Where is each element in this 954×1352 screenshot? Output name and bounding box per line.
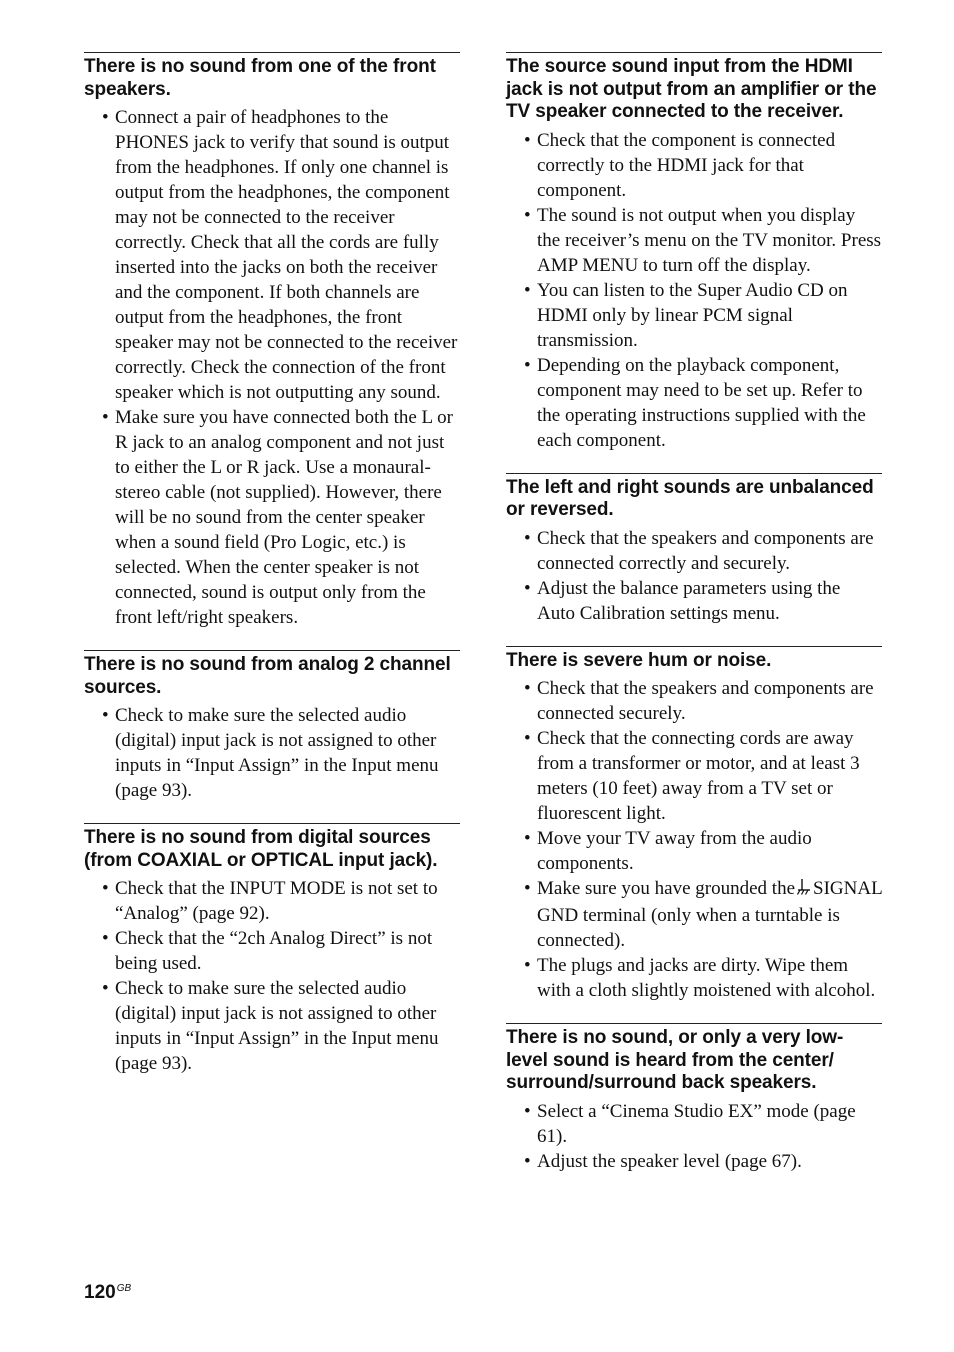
list-item: • Depending on the playback component, component may need to be set up. Refer to the operating instructions supplied with the each component. xyxy=(524,354,866,451)
bullet-list xyxy=(506,128,882,453)
bullet-icon: • xyxy=(524,527,531,549)
list-item: • Check to make sure the selected audio (digital) input jack is not assigned to other inputs in “Input Assign” in the Input menu (page 93). xyxy=(102,978,439,1074)
section-unbalanced xyxy=(506,473,882,626)
bullet-icon: • xyxy=(524,828,531,849)
page-suffix: GB xyxy=(116,1283,132,1294)
list-item: • Check that the speakers and components are connected correctly and securely. xyxy=(524,527,874,574)
list-item: • Check that the speakers and components are connected securely. xyxy=(524,678,874,724)
list-item: • Adjust the speaker level (page 67). xyxy=(524,1150,802,1172)
bullet-list xyxy=(84,876,460,1076)
bullet-icon: • xyxy=(524,955,531,976)
list-item: • Check to make sure the selected audio (digital) input jack is not assigned to other inputs in “Input Assign” in the Input menu (page 93). xyxy=(102,705,439,801)
page-number: $120^{GB}$ xyxy=(84,1282,132,1303)
bullet-icon: • xyxy=(524,1100,531,1122)
section-heading: There is no sound from analog 2 channel sources. xyxy=(84,654,451,698)
bullet-icon: • xyxy=(524,279,531,301)
bullet-icon: • xyxy=(524,204,531,226)
left-column xyxy=(84,52,460,1096)
bullet-icon: • xyxy=(524,728,531,749)
list-item: • The sound is not output when you display the receiver’s menu on the TV monitor. Press AMP MENU to turn off the display. xyxy=(524,204,882,276)
right-column xyxy=(506,52,882,1194)
bullet-icon: • xyxy=(524,678,531,699)
list-item: • Select a “Cinema Studio EX” mode (page 61). xyxy=(524,1100,856,1147)
list-item: • Check that the “2ch Analog Direct” is not being used. xyxy=(102,928,433,974)
ground-icon xyxy=(797,878,811,903)
section-heading: There is no sound from one of the front speakers. xyxy=(84,56,436,100)
list-item: • Adjust the balance parameters using the Auto Calibration settings menu. xyxy=(524,577,841,624)
section-no-sound-digital xyxy=(84,823,460,1076)
bullet-list xyxy=(84,703,460,803)
list-item: • Connect a pair of headphones to the PHONES jack to verify that sound is output from the headphones. If only one channel is output from the headphones, the component may not be connected to the receiver correctly. Check that all the cords are fully inserted into the jacks on both the receiver and the component. If both channels are output from the headphones, the front speaker may not be connected to the receiver correctly. Check the connection of the front speaker which is not outputting any sound. xyxy=(102,107,458,403)
bullet-icon: • xyxy=(102,705,109,726)
section-no-sound-analog xyxy=(84,650,460,803)
list-item: • Move your TV away from the audio components. xyxy=(524,828,812,874)
bullet-list xyxy=(506,676,882,1003)
bullet-icon: • xyxy=(102,407,109,428)
bullet-icon: • xyxy=(524,354,531,376)
list-item: • Check that the INPUT MODE is not set to “Analog” (page 92). xyxy=(102,878,438,924)
section-heading: There is no sound, or only a very low-level sound is heard from the center/ surround/surround back speakers. xyxy=(506,1027,844,1093)
section-no-sound-front-speaker xyxy=(84,52,460,630)
bullet-icon: • xyxy=(102,107,109,128)
section-heading: The source sound input from the HDMI jack is not output from an amplifier or the TV speaker connected to the receiver. xyxy=(506,56,877,122)
list-item: • You can listen to the Super Audio CD on HDMI only by linear PCM signal transmission. xyxy=(524,279,848,351)
bullet-icon: • xyxy=(102,978,109,999)
bullet-icon: • xyxy=(102,878,109,899)
list-item: • The plugs and jacks are dirty. Wipe them with a cloth slightly moistened with alcohol. xyxy=(524,955,876,1001)
bullet-list xyxy=(84,105,460,630)
bullet-icon: • xyxy=(524,129,531,151)
bullet-icon: • xyxy=(102,928,109,949)
section-heading: There is no sound from digital sources (from COAXIAL or OPTICAL input jack). xyxy=(84,827,438,871)
bullet-icon: • xyxy=(524,878,531,899)
section-hdmi-no-output xyxy=(506,52,882,453)
section-low-level-sound xyxy=(506,1023,882,1174)
bullet-icon: • xyxy=(524,577,531,599)
section-heading: The left and right sounds are unbalanced or reversed. xyxy=(506,476,874,520)
bullet-icon: • xyxy=(524,1150,531,1172)
section-heading: There is severe hum or noise. xyxy=(506,649,772,671)
bullet-list xyxy=(506,1099,882,1174)
list-item: • Check that the connecting cords are away from a transformer or motor, and at least 3 meters (10 feet) away from a TV set or fluorescent light. xyxy=(524,728,860,824)
list-item: • Check that the component is connected correctly to the HDMI jack for that component. xyxy=(524,129,836,201)
list-item: • Make sure you have connected both the L or R jack to an analog component and not just to either the L or R jack. Use a monaural-stereo cable (not supplied). However, there will be no sound from the center speaker when a sound field (Pro Logic, etc.) is selected. When the center speaker is not connected, sound is output only from the front left/right speakers. xyxy=(102,407,454,628)
section-hum-noise xyxy=(506,646,882,1004)
bullet-list xyxy=(506,526,882,626)
list-item: • Make sure you have grounded the SIGNAL GND terminal (only when a turntable is connected). xyxy=(524,878,882,951)
